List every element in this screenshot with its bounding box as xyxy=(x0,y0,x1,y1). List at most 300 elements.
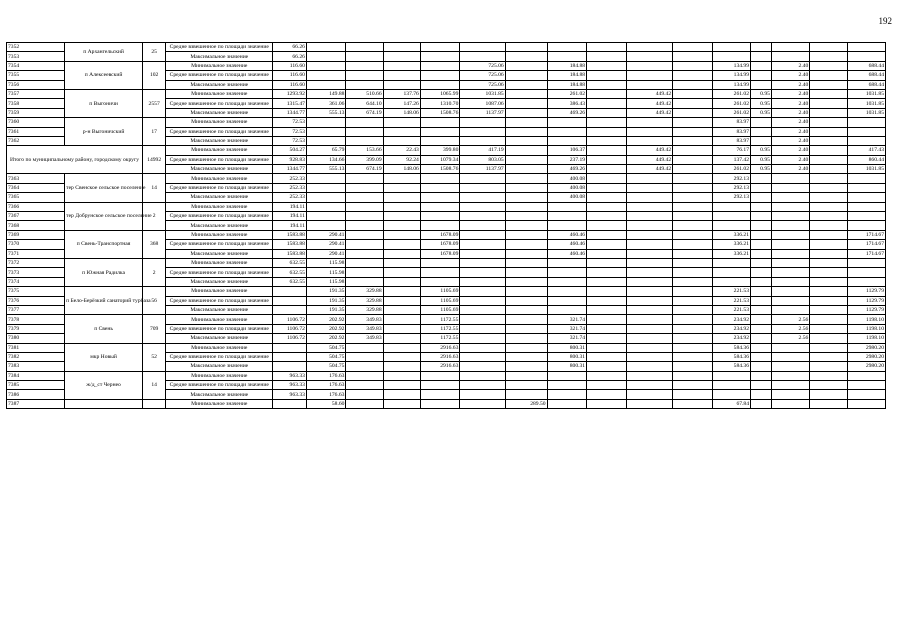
value-cell xyxy=(771,249,809,258)
value-cell xyxy=(587,324,627,333)
value-cell xyxy=(273,362,307,371)
value-cell xyxy=(673,305,713,314)
value-cell xyxy=(346,127,383,136)
value-cell xyxy=(306,43,346,52)
value-cell xyxy=(346,174,383,183)
row-id: 7369 xyxy=(7,230,65,239)
value-cell xyxy=(383,324,420,333)
value-cell xyxy=(847,43,885,52)
row-id: 7376 xyxy=(7,296,65,305)
value-cell xyxy=(383,118,420,127)
value-cell xyxy=(751,212,772,221)
value-cell xyxy=(346,249,383,258)
value-cell xyxy=(751,127,772,136)
value-cell: 1678.09 xyxy=(420,230,460,239)
value-cell: 1583.88 xyxy=(273,230,307,239)
value-cell xyxy=(460,230,505,239)
value-cell xyxy=(346,71,383,80)
value-cell xyxy=(673,399,713,408)
row-id: 7387 xyxy=(7,399,65,408)
value-cell: 134.99 xyxy=(712,61,750,70)
value-cell xyxy=(547,202,587,211)
value-cell: 632.55 xyxy=(273,258,307,267)
value-cell xyxy=(505,277,547,286)
value-cell xyxy=(626,296,673,305)
value-cell: 134.66 xyxy=(306,155,346,164)
value-cell: 400.08 xyxy=(547,183,587,192)
row-id: 7377 xyxy=(7,305,65,314)
value-cell xyxy=(712,268,750,277)
value-cell xyxy=(810,174,847,183)
value-cell xyxy=(771,52,809,61)
value-cell xyxy=(626,334,673,343)
value-cell: 349.83 xyxy=(346,315,383,324)
value-cell: 1583.88 xyxy=(273,240,307,249)
value-cell xyxy=(673,277,713,286)
value-cell: 460.46 xyxy=(547,240,587,249)
value-cell xyxy=(751,202,772,211)
value-cell: 1129.79 xyxy=(847,296,885,305)
value-cell xyxy=(505,193,547,202)
value-cell xyxy=(751,352,772,361)
value-cell xyxy=(346,277,383,286)
value-cell xyxy=(587,89,627,98)
value-cell xyxy=(771,352,809,361)
value-cell xyxy=(547,399,587,408)
value-type-label: Средне взвешенное по площади значение xyxy=(166,212,273,221)
value-cell xyxy=(673,324,713,333)
value-cell: 176.63 xyxy=(306,371,346,380)
value-cell: 1714.67 xyxy=(847,240,885,249)
value-cell: 66.26 xyxy=(273,52,307,61)
value-cell xyxy=(346,118,383,127)
value-cell xyxy=(505,343,547,352)
value-cell xyxy=(306,221,346,230)
value-cell xyxy=(751,61,772,70)
row-id: 7361 xyxy=(7,127,65,136)
value-cell: 321.74 xyxy=(547,334,587,343)
value-cell: 1198.10 xyxy=(847,334,885,343)
value-cell: 67.84 xyxy=(712,399,750,408)
value-cell: 1031.85 xyxy=(847,165,885,174)
value-cell xyxy=(810,43,847,52)
value-cell: 66.26 xyxy=(273,43,307,52)
value-cell xyxy=(751,52,772,61)
value-cell: 292.13 xyxy=(712,183,750,192)
value-cell xyxy=(626,343,673,352)
value-cell xyxy=(626,371,673,380)
value-cell xyxy=(810,324,847,333)
value-type-label: Средне взвешенное по площади значение xyxy=(166,183,273,192)
value-cell xyxy=(383,334,420,343)
value-cell: 153.66 xyxy=(346,146,383,155)
value-cell xyxy=(810,89,847,98)
value-cell xyxy=(847,52,885,61)
value-type-label: Максимальное значение xyxy=(166,277,273,286)
value-cell xyxy=(771,43,809,52)
value-cell xyxy=(751,296,772,305)
value-cell xyxy=(505,71,547,80)
value-cell: 261.02 xyxy=(712,108,750,117)
value-cell xyxy=(346,343,383,352)
value-cell xyxy=(587,240,627,249)
row-id: 7384 xyxy=(7,371,65,380)
value-cell xyxy=(420,268,460,277)
value-cell xyxy=(771,399,809,408)
value-cell: 237.19 xyxy=(547,155,587,164)
value-cell xyxy=(547,52,587,61)
value-cell: 674.19 xyxy=(346,108,383,117)
settlement-name: тер Свенское сельское поселение xyxy=(65,174,143,202)
value-type-label: Минимальное значение xyxy=(166,343,273,352)
value-cell xyxy=(383,343,420,352)
value-cell xyxy=(383,249,420,258)
value-cell xyxy=(420,277,460,286)
value-cell: 1106.72 xyxy=(273,324,307,333)
value-cell: 1508.76 xyxy=(420,108,460,117)
value-cell xyxy=(420,221,460,230)
value-cell: 72.53 xyxy=(273,136,307,145)
row-id: 7360 xyxy=(7,118,65,127)
value-cell xyxy=(383,202,420,211)
value-cell xyxy=(505,146,547,155)
row-id: 7353 xyxy=(7,52,65,61)
value-cell xyxy=(306,71,346,80)
value-cell xyxy=(810,146,847,155)
value-cell: 321.74 xyxy=(547,324,587,333)
value-cell: 22.43 xyxy=(383,146,420,155)
value-cell: 92.24 xyxy=(383,155,420,164)
value-cell xyxy=(626,61,673,70)
value-cell: 184.88 xyxy=(547,71,587,80)
value-cell: 261.02 xyxy=(712,99,750,108)
value-cell: 184.88 xyxy=(547,61,587,70)
value-cell xyxy=(587,230,627,239)
value-cell: 2916.63 xyxy=(420,362,460,371)
value-cell xyxy=(587,352,627,361)
value-cell: 261.02 xyxy=(712,89,750,98)
value-cell: 449.42 xyxy=(626,155,673,164)
value-cell xyxy=(505,165,547,174)
value-cell xyxy=(847,399,885,408)
value-cell xyxy=(712,202,750,211)
value-cell xyxy=(673,61,713,70)
value-cell: 2.40 xyxy=(771,108,809,117)
value-cell: 1031.85 xyxy=(847,108,885,117)
value-cell xyxy=(383,371,420,380)
value-cell xyxy=(626,193,673,202)
value-type-label: Минимальное значение xyxy=(166,202,273,211)
row-id: 7357 xyxy=(7,89,65,98)
value-cell xyxy=(587,362,627,371)
settlement-name xyxy=(65,399,143,408)
value-type-label: Средне взвешенное по площади значение xyxy=(166,155,273,164)
row-id: 7375 xyxy=(7,287,65,296)
value-cell: 399.09 xyxy=(346,155,383,164)
value-cell: 632.55 xyxy=(273,268,307,277)
value-cell xyxy=(460,202,505,211)
value-cell xyxy=(751,277,772,286)
value-cell: 148.06 xyxy=(383,108,420,117)
value-cell xyxy=(810,249,847,258)
value-cell xyxy=(547,305,587,314)
value-cell: 1315.47 xyxy=(273,99,307,108)
value-cell xyxy=(810,212,847,221)
value-cell xyxy=(673,43,713,52)
value-cell xyxy=(673,108,713,117)
value-cell: 1129.79 xyxy=(847,287,885,296)
value-cell xyxy=(626,315,673,324)
table-row xyxy=(7,146,886,155)
value-cell xyxy=(505,174,547,183)
value-cell xyxy=(547,390,587,399)
value-cell xyxy=(505,287,547,296)
value-cell: 329.88 xyxy=(346,287,383,296)
table-row xyxy=(7,399,886,408)
settlement-name: п Выгоничи xyxy=(65,89,143,117)
value-cell xyxy=(587,118,627,127)
value-cell xyxy=(673,296,713,305)
table-row xyxy=(7,89,886,98)
value-cell xyxy=(712,381,750,390)
value-cell xyxy=(751,221,772,230)
value-type-label: Максимальное значение xyxy=(166,334,273,343)
value-cell xyxy=(460,305,505,314)
value-type-label: Максимальное значение xyxy=(166,221,273,230)
settlement-name: п Алексеевский xyxy=(65,61,143,89)
value-cell xyxy=(626,268,673,277)
row-id: 7385 xyxy=(7,381,65,390)
value-cell xyxy=(505,240,547,249)
value-cell: 803.05 xyxy=(460,155,505,164)
value-cell: 194.11 xyxy=(273,202,307,211)
value-cell: 0.95 xyxy=(751,89,772,98)
row-id: 7354 xyxy=(7,61,65,70)
value-cell xyxy=(460,334,505,343)
value-cell xyxy=(626,249,673,258)
value-cell xyxy=(346,268,383,277)
value-cell: 2.40 xyxy=(771,146,809,155)
value-cell xyxy=(771,258,809,267)
value-cell: 504.75 xyxy=(306,352,346,361)
page-number: 192 xyxy=(878,16,892,26)
value-cell xyxy=(460,390,505,399)
value-cell xyxy=(383,221,420,230)
value-cell xyxy=(712,221,750,230)
value-cell xyxy=(273,352,307,361)
population-cell xyxy=(143,399,166,408)
value-cell: 116.60 xyxy=(273,80,307,89)
value-cell: 221.53 xyxy=(712,296,750,305)
value-cell xyxy=(505,212,547,221)
value-cell: 963.33 xyxy=(273,371,307,380)
value-cell xyxy=(771,230,809,239)
value-type-label: Средне взвешенное по площади значение xyxy=(166,43,273,52)
value-cell xyxy=(460,52,505,61)
value-cell xyxy=(771,202,809,211)
value-cell xyxy=(587,136,627,145)
value-cell xyxy=(626,80,673,89)
value-cell: 2.40 xyxy=(771,127,809,136)
value-cell xyxy=(460,249,505,258)
value-cell: 963.33 xyxy=(273,381,307,390)
value-cell xyxy=(751,287,772,296)
value-cell xyxy=(505,89,547,98)
value-cell xyxy=(751,43,772,52)
data-table xyxy=(6,42,886,409)
value-cell xyxy=(346,362,383,371)
value-cell xyxy=(810,277,847,286)
value-cell xyxy=(587,155,627,164)
value-cell xyxy=(420,212,460,221)
value-cell xyxy=(626,287,673,296)
value-cell: 329.88 xyxy=(346,296,383,305)
value-cell xyxy=(547,287,587,296)
population-cell: 2557 xyxy=(143,89,166,117)
value-cell xyxy=(460,43,505,52)
value-cell xyxy=(587,80,627,89)
value-cell xyxy=(547,381,587,390)
value-cell xyxy=(346,61,383,70)
value-cell xyxy=(751,324,772,333)
table-row xyxy=(7,230,886,239)
row-id: 7367 xyxy=(7,212,65,221)
value-type-label: Максимальное значение xyxy=(166,52,273,61)
value-cell xyxy=(460,258,505,267)
value-cell: 191.35 xyxy=(306,287,346,296)
population-cell: 52 xyxy=(143,343,166,371)
value-cell xyxy=(751,249,772,258)
population-cell: 368 xyxy=(143,230,166,258)
value-cell: 290.41 xyxy=(306,230,346,239)
value-cell xyxy=(626,230,673,239)
value-cell xyxy=(505,202,547,211)
value-cell: 336.21 xyxy=(712,249,750,258)
value-type-label: Максимальное значение xyxy=(166,193,273,202)
value-cell xyxy=(346,230,383,239)
value-cell xyxy=(626,324,673,333)
value-cell xyxy=(847,183,885,192)
value-cell xyxy=(810,362,847,371)
value-cell: 510.66 xyxy=(346,89,383,98)
value-cell: 1137.97 xyxy=(460,108,505,117)
value-cell: 290.41 xyxy=(306,249,346,258)
value-type-label: Средне взвешенное по площади значение xyxy=(166,71,273,80)
row-id: 7368 xyxy=(7,221,65,230)
value-type-label: Средне взвешенное по площади значение xyxy=(166,268,273,277)
value-cell xyxy=(771,362,809,371)
value-cell xyxy=(673,221,713,230)
population-cell: 14 xyxy=(143,174,166,202)
table-row xyxy=(7,371,886,380)
population-cell: 2 xyxy=(143,202,166,230)
value-cell xyxy=(420,174,460,183)
value-cell: 134.99 xyxy=(712,80,750,89)
value-cell xyxy=(626,202,673,211)
value-cell xyxy=(505,249,547,258)
value-cell: 321.74 xyxy=(547,315,587,324)
value-cell xyxy=(460,296,505,305)
value-cell xyxy=(383,174,420,183)
value-cell: 148.06 xyxy=(383,165,420,174)
value-cell xyxy=(810,268,847,277)
value-cell xyxy=(547,221,587,230)
population-cell: 2 xyxy=(143,258,166,286)
value-cell xyxy=(712,212,750,221)
value-cell xyxy=(712,43,750,52)
value-cell: 292.13 xyxy=(712,174,750,183)
value-cell: 800.31 xyxy=(547,343,587,352)
value-cell: 221.53 xyxy=(712,305,750,314)
value-cell xyxy=(460,343,505,352)
value-cell: 2980.20 xyxy=(847,343,885,352)
row-id: 7364 xyxy=(7,183,65,192)
row-id: 7359 xyxy=(7,108,65,117)
value-cell xyxy=(383,277,420,286)
value-cell xyxy=(460,371,505,380)
value-cell xyxy=(673,127,713,136)
value-cell xyxy=(273,287,307,296)
value-cell: 1172.55 xyxy=(420,315,460,324)
value-cell: 449.42 xyxy=(626,99,673,108)
value-cell: 1714.67 xyxy=(847,230,885,239)
value-cell xyxy=(810,136,847,145)
value-cell xyxy=(810,61,847,70)
value-cell: 1129.79 xyxy=(847,305,885,314)
value-cell xyxy=(673,99,713,108)
value-cell: 725.06 xyxy=(460,61,505,70)
value-cell xyxy=(273,343,307,352)
value-cell xyxy=(673,287,713,296)
value-type-label: Максимальное значение xyxy=(166,390,273,399)
value-cell: 106.37 xyxy=(547,146,587,155)
table-row xyxy=(7,287,886,296)
value-cell xyxy=(587,371,627,380)
value-cell xyxy=(505,43,547,52)
row-id: 7378 xyxy=(7,315,65,324)
value-cell: 0.95 xyxy=(751,146,772,155)
value-cell xyxy=(306,118,346,127)
value-cell: 504.27 xyxy=(273,146,307,155)
value-type-label: Средне взвешенное по площади значение xyxy=(166,99,273,108)
value-cell: 329.88 xyxy=(346,305,383,314)
value-cell xyxy=(346,258,383,267)
row-id: 7371 xyxy=(7,249,65,258)
value-cell: 234.92 xyxy=(712,334,750,343)
value-cell xyxy=(751,118,772,127)
value-cell xyxy=(810,381,847,390)
value-cell xyxy=(505,352,547,361)
value-cell: 469.26 xyxy=(547,165,587,174)
value-cell: 252.33 xyxy=(273,183,307,192)
value-cell: 725.06 xyxy=(460,80,505,89)
value-cell xyxy=(587,249,627,258)
value-cell xyxy=(673,249,713,258)
value-cell: 800.31 xyxy=(547,362,587,371)
value-cell xyxy=(420,61,460,70)
value-cell xyxy=(847,277,885,286)
value-cell: 349.83 xyxy=(346,324,383,333)
value-cell xyxy=(460,127,505,136)
value-cell xyxy=(420,258,460,267)
value-cell: 115.98 xyxy=(306,277,346,286)
value-cell: 1031.85 xyxy=(847,99,885,108)
table-row xyxy=(7,118,886,127)
value-cell: 234.92 xyxy=(712,315,750,324)
value-cell: 399.80 xyxy=(420,146,460,155)
value-cell xyxy=(751,193,772,202)
value-cell xyxy=(383,305,420,314)
